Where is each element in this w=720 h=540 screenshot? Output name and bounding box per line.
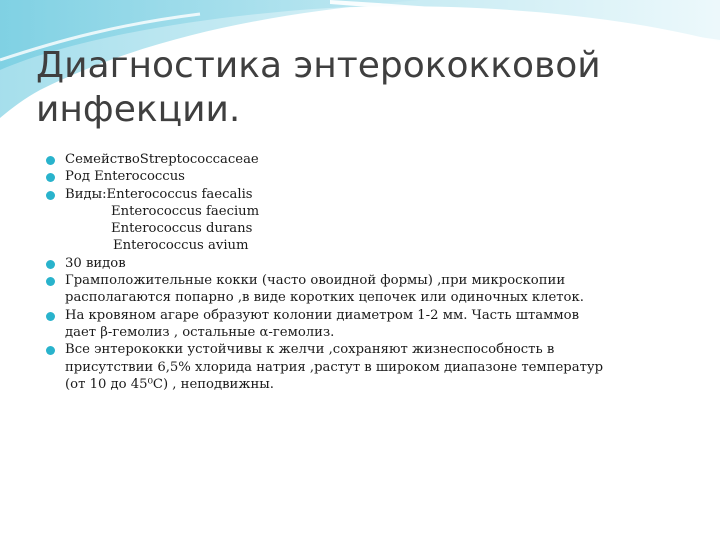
bullet-icon <box>46 191 55 200</box>
slide-title-line-1: Диагностика энтерококковой <box>36 45 601 86</box>
list-item-text: дает β-гемолиз , остальные α-гемолиз. <box>65 324 335 340</box>
species-name: Enterococcus avium <box>113 238 249 254</box>
list-item-blood-agar <box>46 307 696 342</box>
list-item-text: Все энтерококки устойчивы к желчи ,сохраняют жизнеспособность в <box>65 342 555 358</box>
list-item-family <box>46 151 696 168</box>
list-item-text: СемействоStreptococcaceae <box>65 152 259 167</box>
list-item-text: (от 10 до 45⁰С) , неподвижны. <box>65 376 274 392</box>
bullet-list <box>46 151 696 393</box>
slide-title <box>36 44 676 132</box>
species-name: Enterococcus faecium <box>111 203 260 219</box>
species-name: Enterococcus durans <box>111 221 253 237</box>
list-item-resistance <box>46 341 696 393</box>
bullet-icon <box>46 173 55 182</box>
list-item-text: присутствии 6,5% хлорида натрия ,растут в широком диапазоне температур <box>65 359 604 375</box>
list-item-text: Виды:Enterococcus faecalis <box>65 186 253 202</box>
list-item-text: Род Enterococcus <box>65 169 185 185</box>
list-item-text: Грамположительные кокки (часто овоидной формы) ,при микроскопии <box>65 273 566 289</box>
bullet-icon <box>46 312 55 321</box>
list-item-text: На кровяном агаре образуют колонии диаметром 1-2 мм. Часть штаммов <box>65 307 580 323</box>
list-item-species <box>46 186 696 255</box>
list-item-text: 30 видов <box>65 255 126 271</box>
list-item-species-count <box>46 255 696 272</box>
bullet-icon <box>46 260 55 269</box>
bullet-icon <box>46 156 55 165</box>
list-item-text: располагаются попарно ,в виде коротких цепочек или одиночных клеток. <box>65 290 584 306</box>
list-item-genus <box>46 168 696 185</box>
bullet-icon <box>46 277 55 286</box>
slide-title-line-2: инфекции. <box>36 89 241 130</box>
list-item-morphology <box>46 272 696 307</box>
bullet-icon <box>46 346 55 355</box>
